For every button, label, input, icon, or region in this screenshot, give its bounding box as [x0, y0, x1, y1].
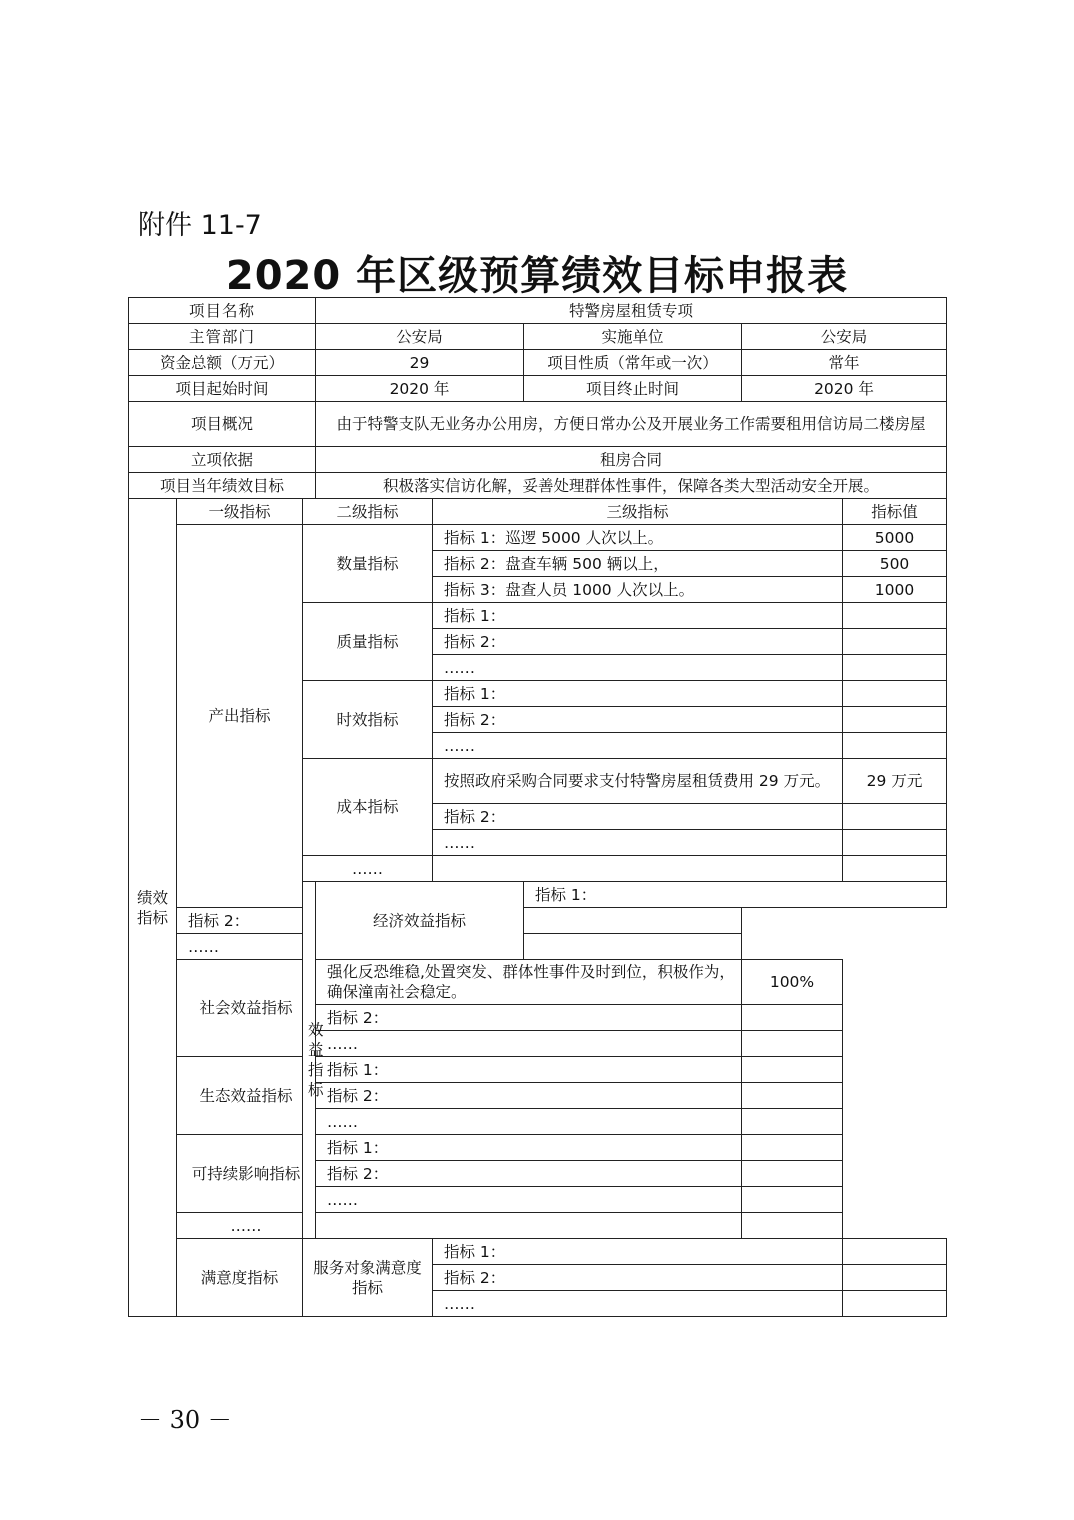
timeliness-value-more: [843, 733, 947, 759]
quantity-item-1: 指标 1：巡逻 5000 人次以上。: [433, 525, 843, 551]
table-row: [129, 1135, 947, 1161]
goal-value: 积极落实信访化解，妥善处理群体性事件，保障各类大型活动安全开展。: [316, 473, 947, 499]
quantity-value-1: 5000: [843, 525, 947, 551]
col-level2-header: 二级指标: [303, 499, 433, 525]
quantity-item-2: 指标 2：盘查车辆 500 辆以上，: [433, 551, 843, 577]
quantity-item-3: 指标 3：盘查人员 1000 人次以上。: [433, 577, 843, 603]
dept-label: 主管部门: [129, 324, 316, 350]
service-item-2: 指标 2：: [433, 1265, 843, 1291]
economic-item-more: ……: [177, 934, 433, 960]
cost-value-1: 29 万元: [843, 759, 947, 804]
social-item-1: 强化反恐维稳,处置突发、群体性事件及时到位，积极作为，确保潼南社会稳定。: [316, 960, 742, 1005]
service-item-more: ……: [433, 1291, 843, 1317]
ecological-value-more: [742, 1109, 843, 1135]
economic-value-more: [524, 934, 742, 960]
dept-value: 公安局: [316, 324, 524, 350]
output-more-item: [433, 856, 843, 882]
overview-label: 项目概况: [129, 402, 316, 447]
output-more-label: ……: [303, 856, 433, 882]
row-funds: [129, 350, 947, 376]
sustain-value-more: [742, 1187, 843, 1213]
quality-item-1: 指标 1：: [433, 603, 843, 629]
ecological-item-1: 指标 1：: [316, 1057, 742, 1083]
nature-label: 项目性质（常年或一次）: [524, 350, 742, 376]
benefit-indicators-label: 效益指标: [303, 882, 316, 1239]
col-value-header: 指标值: [843, 499, 947, 525]
satisfaction-indicators-label: 满意度指标: [177, 1239, 303, 1317]
start-label: 项目起始时间: [129, 376, 316, 402]
quantity-value-2: 500: [843, 551, 947, 577]
economic-value-2: [524, 908, 742, 934]
quality-value-more: [843, 655, 947, 681]
basis-value: 租房合同: [316, 447, 947, 473]
col-level1-header: 一级指标: [177, 499, 303, 525]
output-more-value: [843, 856, 947, 882]
sustain-item-more: ……: [316, 1187, 742, 1213]
table-row: [129, 960, 947, 1005]
economic-item-1: 指标 1：: [524, 882, 947, 908]
table-row: [129, 934, 947, 960]
nature-value: 常年: [742, 350, 947, 376]
end-value: 2020 年: [742, 376, 947, 402]
economic-item-2: 指标 2：: [177, 908, 433, 934]
social-value-1: 100%: [742, 960, 843, 1005]
quality-item-more: ……: [433, 655, 843, 681]
service-value-2: [843, 1265, 947, 1291]
budget-target-form: [128, 297, 947, 1317]
funds-value: 29: [316, 350, 524, 376]
service-item-1: 指标 1：: [433, 1239, 843, 1265]
quantity-value-3: 1000: [843, 577, 947, 603]
goal-label: 项目当年绩效目标: [129, 473, 316, 499]
quality-value-1: [843, 603, 947, 629]
table-row: [129, 908, 947, 934]
timeliness-item-1: 指标 1：: [433, 681, 843, 707]
row-period: [129, 376, 947, 402]
performance-indicators-side-label: 绩效指标: [129, 499, 177, 1317]
sustain-value-2: [742, 1161, 843, 1187]
ecological-benefit-label: 生态效益指标: [177, 1057, 316, 1135]
timeliness-value-2: [843, 707, 947, 733]
form-title: 2020 年区级预算绩效目标申报表: [225, 253, 849, 299]
attachment-label: 附件 11-7: [138, 210, 262, 241]
table-row: [129, 1213, 947, 1239]
basis-label: 立项依据: [129, 447, 316, 473]
output-indicators-label: 产出指标: [177, 525, 303, 908]
ecological-value-2: [742, 1083, 843, 1109]
row-department: [129, 324, 947, 350]
row-basis: [129, 447, 947, 473]
row-project-name: [129, 298, 947, 324]
timeliness-value-1: [843, 681, 947, 707]
sustain-value-1: [742, 1135, 843, 1161]
col-level3-header: 三级指标: [433, 499, 843, 525]
cost-item-more: ……: [433, 830, 843, 856]
row-overview: [129, 402, 947, 447]
sustain-item-1: 指标 1：: [316, 1135, 742, 1161]
page-number: － 30 －: [138, 1406, 232, 1434]
row-goal: [129, 473, 947, 499]
impl-value: 公安局: [742, 324, 947, 350]
cost-value-2: [843, 804, 947, 830]
project-name-value: 特警房屋租赁专项: [316, 298, 947, 324]
social-value-more: [742, 1031, 843, 1057]
table-row: [129, 525, 947, 551]
quality-item-2: 指标 2：: [433, 629, 843, 655]
impl-label: 实施单位: [524, 324, 742, 350]
social-item-more: ……: [316, 1031, 742, 1057]
quality-indicators-label: 质量指标: [303, 603, 433, 681]
benefit-more-value: [742, 1213, 843, 1239]
social-item-2: 指标 2：: [316, 1005, 742, 1031]
cost-item-1: 按照政府采购合同要求支付特警房屋租赁费用 29 万元。: [433, 759, 843, 804]
cost-indicators-label: 成本指标: [303, 759, 433, 856]
benefit-more-label: ……: [177, 1213, 316, 1239]
service-value-1: [843, 1239, 947, 1265]
table-row: [129, 1239, 947, 1265]
sustain-item-2: 指标 2：: [316, 1161, 742, 1187]
economic-benefit-label: 经济效益指标: [316, 882, 524, 960]
service-satisfaction-label: 服务对象满意度指标: [303, 1239, 433, 1317]
sustainable-impact-label: 可持续影响指标: [177, 1135, 316, 1213]
timeliness-item-more: ……: [433, 733, 843, 759]
quality-value-2: [843, 629, 947, 655]
start-value: 2020 年: [316, 376, 524, 402]
service-value-more: [843, 1291, 947, 1317]
ecological-value-1: [742, 1057, 843, 1083]
quantity-indicators-label: 数量指标: [303, 525, 433, 603]
benefit-more-item: [316, 1213, 742, 1239]
table-row: [129, 1057, 947, 1083]
overview-value: 由于特警支队无业务办公用房，方便日常办公及开展业务工作需要租用信访局二楼房屋: [316, 402, 947, 447]
cost-value-more: [843, 830, 947, 856]
social-benefit-label: 社会效益指标: [177, 960, 316, 1057]
timeliness-indicators-label: 时效指标: [303, 681, 433, 759]
funds-label: 资金总额（万元）: [129, 350, 316, 376]
ecological-item-more: ……: [316, 1109, 742, 1135]
ecological-item-2: 指标 2：: [316, 1083, 742, 1109]
timeliness-item-2: 指标 2：: [433, 707, 843, 733]
social-value-2: [742, 1005, 843, 1031]
end-label: 项目终止时间: [524, 376, 742, 402]
project-name-label: 项目名称: [129, 298, 316, 324]
indicators-header-row: [129, 499, 947, 525]
cost-item-2: 指标 2：: [433, 804, 843, 830]
